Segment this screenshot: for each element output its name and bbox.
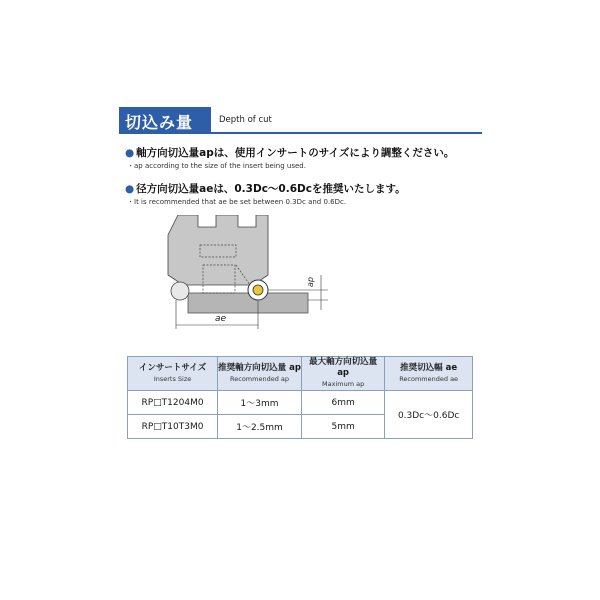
bullet-dot-icon: ● — [125, 147, 135, 159]
ae-label: ae — [215, 314, 227, 324]
section-subtitle: Depth of cut — [219, 115, 272, 125]
note-axial-depth: ・ap according to the size of the insert being used. — [127, 162, 306, 170]
workpiece — [188, 293, 308, 313]
table-row — [128, 391, 473, 415]
bullet-axial-depth — [125, 145, 454, 160]
cutter-body — [168, 215, 268, 285]
bullet-dot-icon: ● — [125, 183, 135, 195]
cell-size: RP□T10T3M0 — [128, 415, 218, 439]
cutter-diagram — [158, 215, 338, 335]
header-max-ap: 最大軸方向切込量 ap Maximum ap — [301, 357, 384, 391]
bullet-radial-depth — [125, 181, 406, 196]
section-title-bar — [119, 107, 211, 133]
header-recommended-ap: 推奨軸方向切込量 ap Recommended ap — [218, 357, 302, 391]
table-header-row — [128, 357, 473, 391]
section-header — [119, 107, 482, 133]
section-divider — [119, 132, 482, 134]
section-title: 切込み量 — [125, 113, 194, 132]
cell-recommended-ap: 1～2.5mm — [218, 415, 302, 439]
cell-size: RP□T1204M0 — [128, 391, 218, 415]
cell-recommended-ae: 0.3Dc～0.6Dc — [385, 391, 473, 439]
cell-max-ap: 6mm — [301, 391, 384, 415]
bullet-axial-text: 軸方向切込量apは、使用インサートのサイズにより調整ください。 — [136, 147, 455, 159]
ap-label: ap — [306, 277, 315, 287]
insert-screw-icon — [253, 285, 263, 295]
bullet-radial-text: 径方向切込量aeは、0.3Dc～0.6Dcを推奨いたします。 — [136, 183, 406, 195]
note-radial-depth: ・It is recommended that ae be set between 0.3Dc and 0.6Dc. — [127, 198, 347, 206]
header-insert-size: インサートサイズ Inserts Size — [128, 357, 218, 391]
cell-max-ap: 5mm — [301, 415, 384, 439]
depth-of-cut-table — [127, 356, 473, 439]
header-recommended-ae: 推奨切込幅 ae Recommended ae — [385, 357, 473, 391]
cell-recommended-ap: 1～3mm — [218, 391, 302, 415]
insert-left — [171, 282, 189, 300]
